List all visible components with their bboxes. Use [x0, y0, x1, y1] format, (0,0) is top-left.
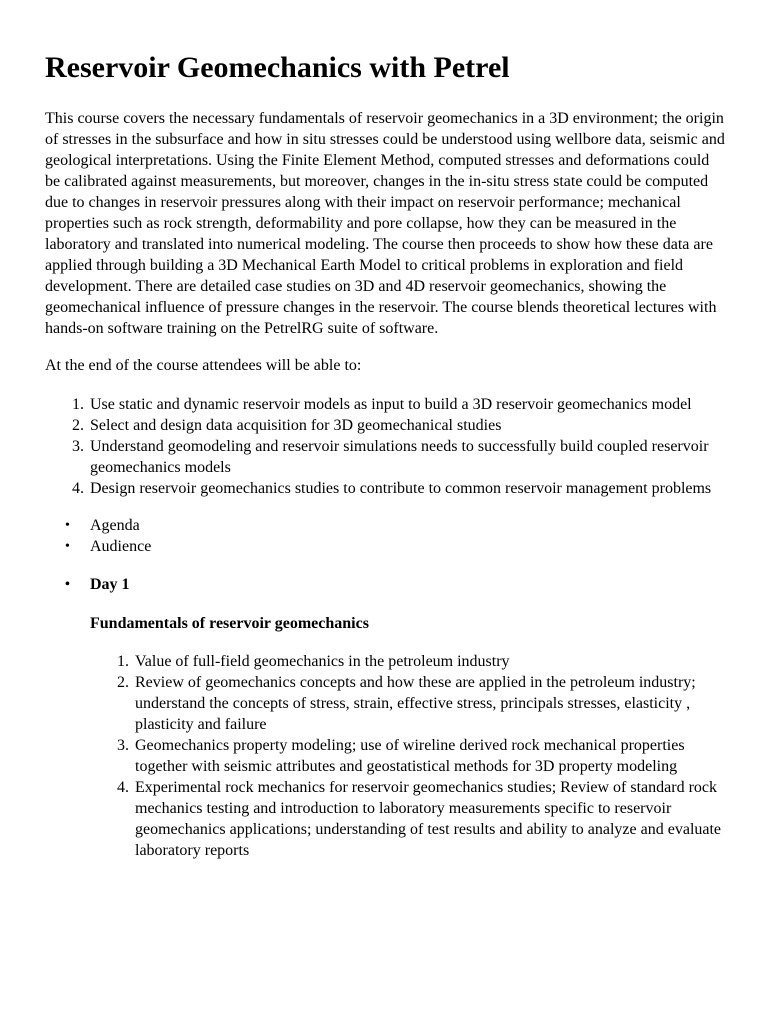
list-item-text: Select and design data acquisition for 3D geomechanical studies	[90, 417, 502, 434]
list-item	[45, 415, 725, 436]
list-item	[45, 436, 725, 478]
list-item	[45, 394, 725, 415]
list-number: 4.	[72, 480, 84, 497]
list-item	[90, 777, 730, 861]
audience-link[interactable]: Audience	[90, 538, 152, 555]
list-number: 3.	[72, 438, 84, 455]
list-item-text: Experimental rock mechanics for reservoir geomechanics studies; Review of standard rock mechanics testing and introduction to laboratory measurements specific to reservoir geomechanics applications; understanding of test results and ability to analyze and evaluate laboratory reports	[135, 779, 722, 859]
list-number: 2.	[117, 674, 129, 691]
section-links	[45, 515, 724, 557]
list-number: 4.	[117, 779, 129, 796]
list-number: 1.	[117, 653, 129, 670]
day-heading	[65, 574, 724, 595]
bullet-icon: •	[65, 577, 70, 592]
list-item-text: Value of full-field geomechanics in the petroleum industry	[135, 653, 510, 670]
bullet-icon: •	[65, 539, 70, 554]
agenda-link-item[interactable]	[45, 515, 724, 536]
agenda-link[interactable]: Agenda	[90, 517, 140, 534]
list-item-text: Review of geomechanics concepts and how these are applied in the petroleum industry; understand the concepts of stress, strain, effective stress, principals stresses, elasticity , plasticity and failure	[135, 674, 696, 733]
outcomes-list	[45, 394, 725, 499]
list-number: 3.	[117, 737, 129, 754]
list-item	[90, 672, 730, 735]
topics-list	[90, 651, 730, 861]
audience-link-item[interactable]	[45, 536, 724, 557]
list-item-text: Understand geomodeling and reservoir simulations needs to successfully build coupled reservoir geomechanics models	[90, 438, 709, 476]
day-section	[45, 574, 724, 595]
page-title: Reservoir Geomechanics with Petrel	[45, 51, 510, 84]
outcomes-lead: At the end of the course attendees will be able to:	[45, 357, 362, 374]
list-item-text: Use static and dynamic reservoir models as input to build a 3D reservoir geomechanics model	[90, 396, 692, 413]
day-item	[45, 574, 724, 595]
section-heading: Fundamentals of reservoir geomechanics	[90, 615, 369, 632]
list-item	[90, 735, 730, 777]
day-title: Day 1	[90, 576, 130, 593]
list-number: 2.	[72, 417, 84, 434]
list-item-text: Geomechanics property modeling; use of wireline derived rock mechanical properties together with seismic attributes and geostatistical methods for 3D property modeling	[135, 737, 685, 775]
list-number: 1.	[72, 396, 84, 413]
bullet-icon: •	[65, 518, 70, 533]
intro-paragraph: This course covers the necessary fundamentals of reservoir geomechanics in a 3D environment; the origin of stresses in the subsurface and how in situ stresses could be understood using wellbore data, seismic and geological interpretations. Using the Finite Element Method, computed stresses and deformations could be calibrated against measurements, but moreover, changes in the in-situ stress state could be computed due to changes in reservoir pressures along with their impact on reservoir performance; mechanical properties such as rock strength, deformability and pore collapse, how they can be measured in the laboratory and translated into numerical modeling. The course then proceeds to show how these data are applied through building a 3D Mechanical Earth Model to critical problems in exploration and field development. There are detailed case studies on 3D and 4D reservoir geomechanics, showing the geomechanical influence of pressure changes in the reservoir. The course blends theoretical lectures with hands-on software training on the PetrelRG suite of software.	[45, 110, 725, 337]
list-item	[45, 478, 725, 499]
list-item	[90, 651, 730, 672]
list-item-text: Design reservoir geomechanics studies to contribute to common reservoir management problems	[90, 480, 712, 497]
